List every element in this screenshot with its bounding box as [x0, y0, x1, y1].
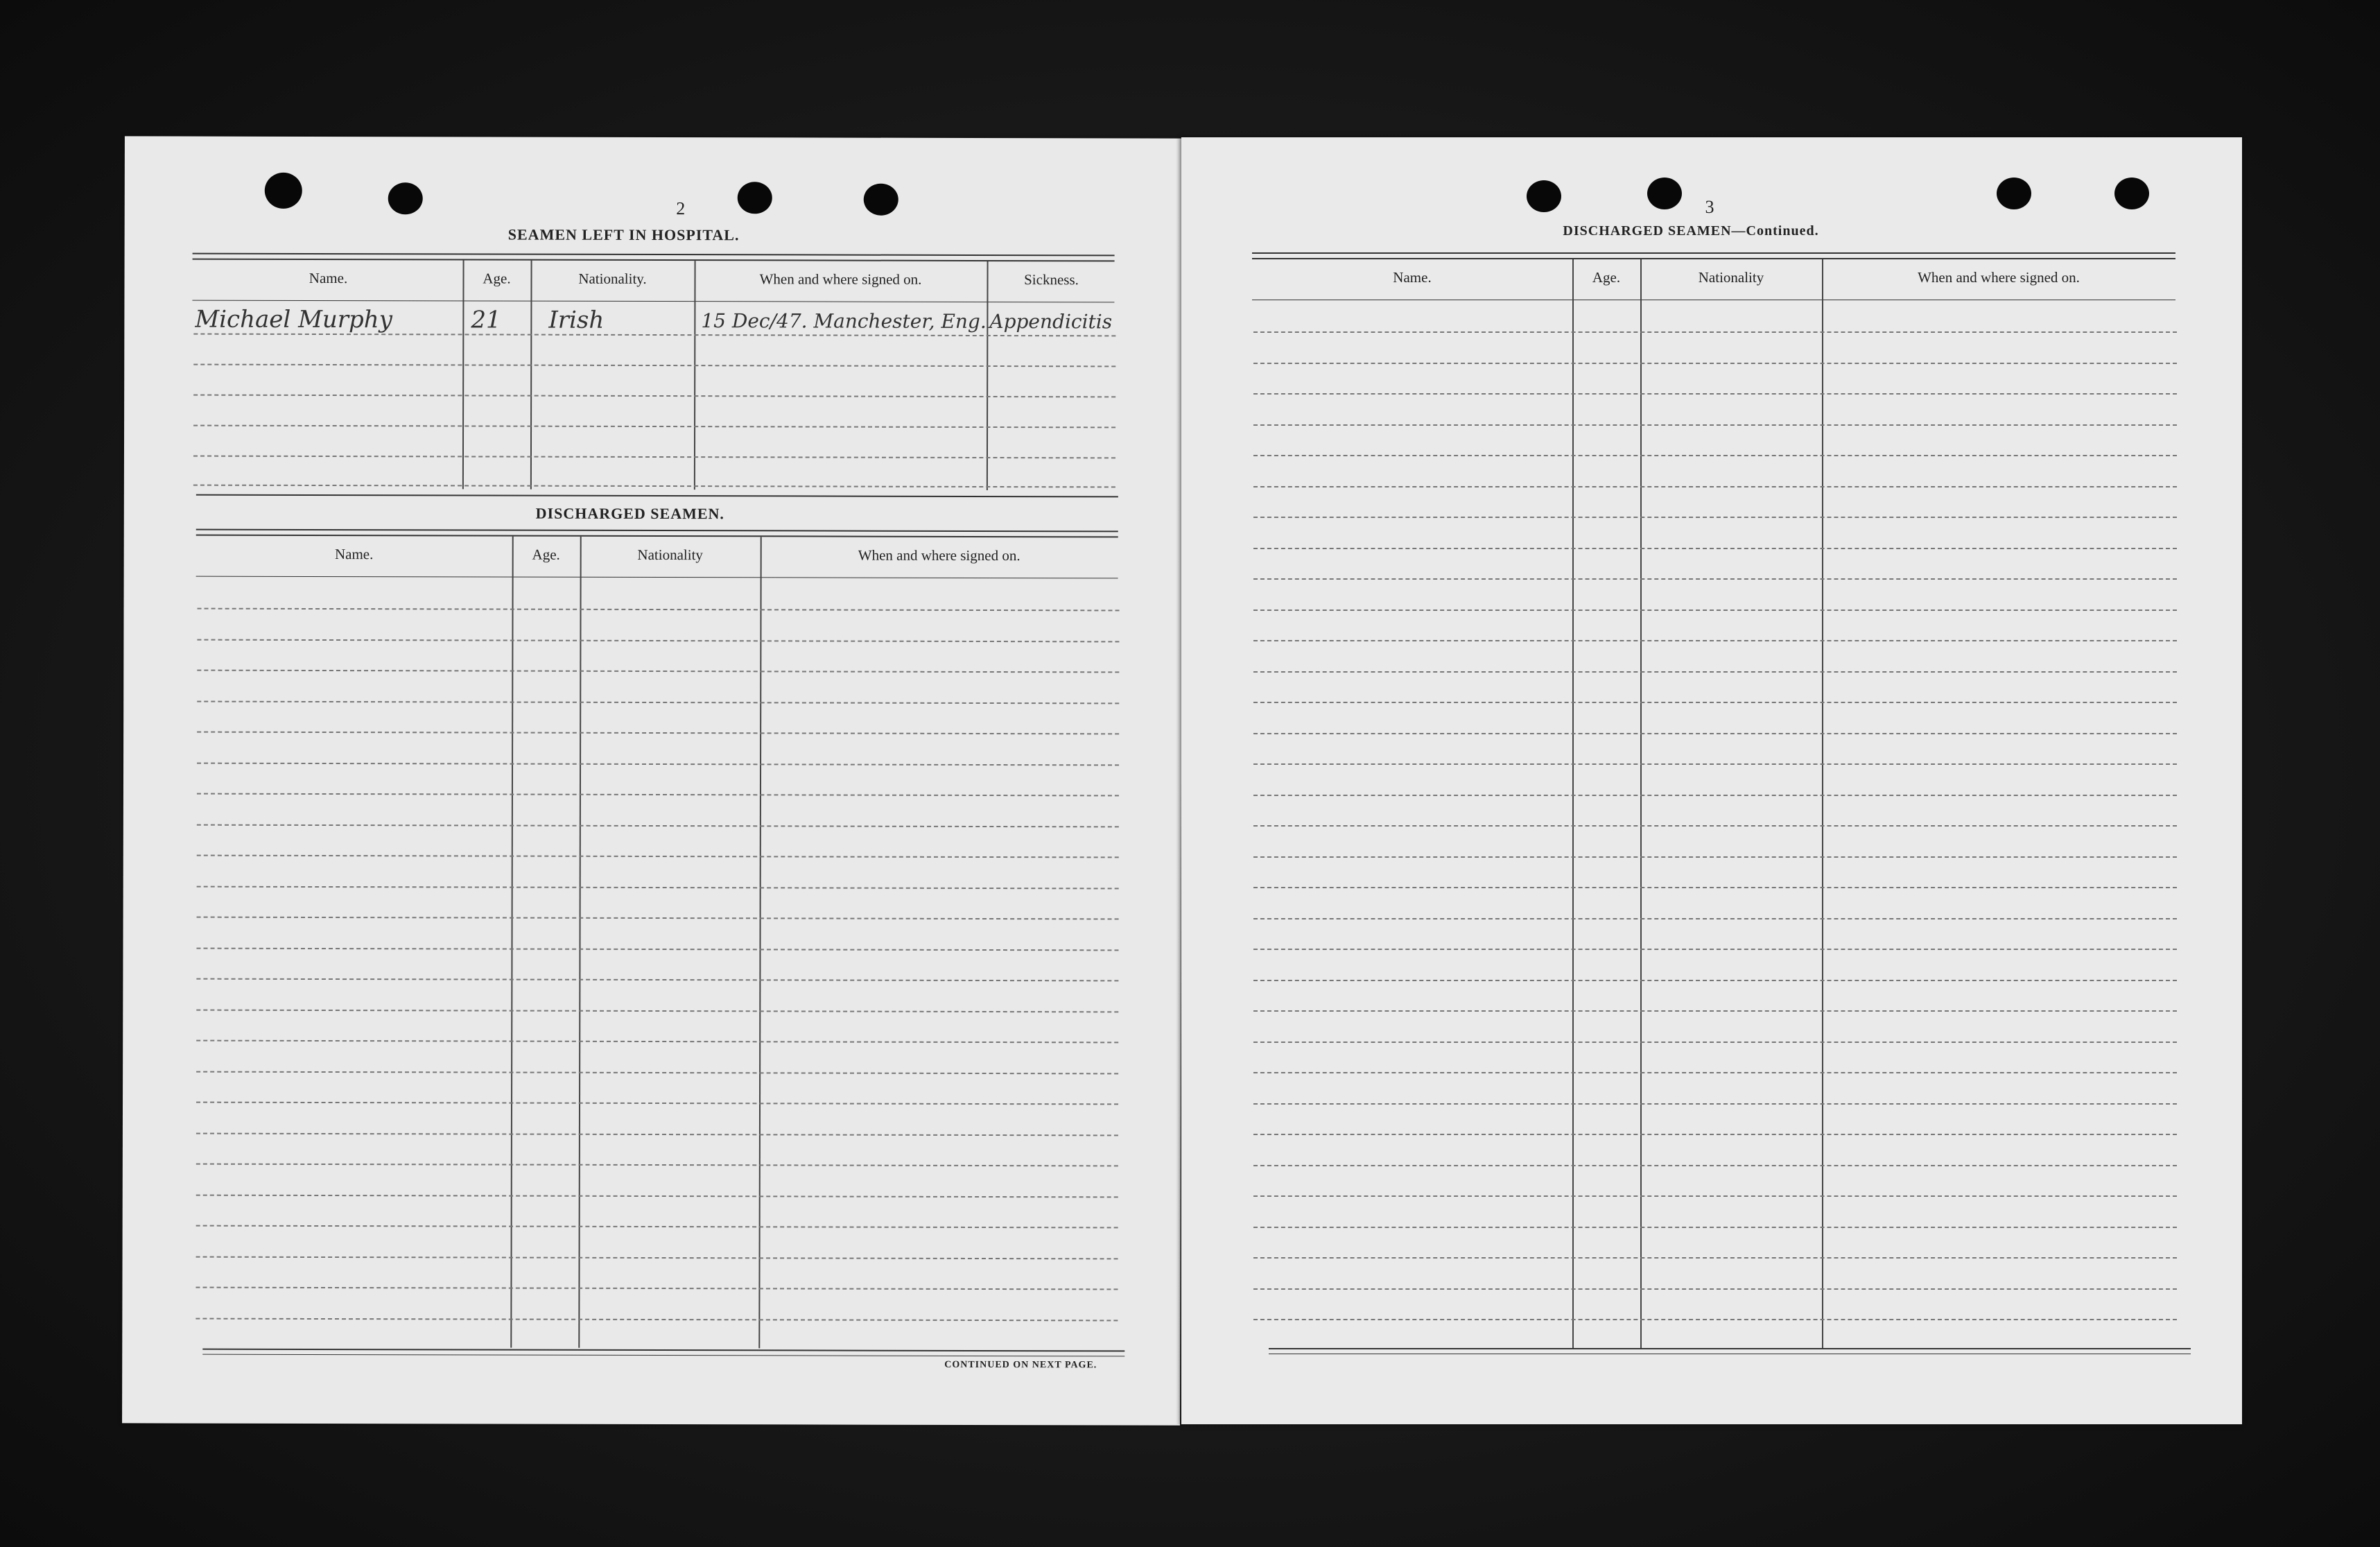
ruled-line — [197, 670, 1119, 673]
ruled-line — [197, 917, 1119, 920]
punch-hole — [265, 173, 302, 209]
ruled-line — [1253, 949, 2177, 950]
ruled-line — [197, 855, 1119, 858]
ruled-line — [1253, 1319, 2177, 1320]
ruled-line — [196, 947, 1118, 951]
punch-hole — [388, 182, 423, 214]
hospital-col-sickness: Sickness. — [1024, 271, 1079, 288]
discharged-top-rule — [196, 494, 1118, 498]
hospital-col-age: Age. — [483, 270, 511, 287]
ruled-line — [1253, 825, 2177, 827]
ruled-line — [1253, 1288, 2177, 1290]
ruled-line — [1253, 1257, 2177, 1259]
continued-col-signed-on: When and where signed on. — [1918, 269, 2080, 286]
ruled-line — [1253, 578, 2177, 580]
continued-top-rule — [1252, 252, 2175, 254]
ruled-line — [1253, 733, 2177, 734]
hospital-entry-name: Michael Murphy — [195, 305, 392, 334]
ruled-line — [1253, 517, 2177, 518]
ruled-line — [196, 1009, 1118, 1012]
ruled-line — [1253, 795, 2177, 796]
hospital-top-rule — [193, 253, 1115, 257]
ruled-line — [1253, 980, 2177, 981]
ruled-line — [197, 885, 1119, 889]
ruled-line — [196, 1194, 1118, 1198]
hospital-col-divider — [694, 261, 696, 490]
hospital-entry-sickness: Appendicitis — [989, 310, 1113, 334]
hospital-entry-age: 21 — [471, 306, 501, 334]
ruled-line — [1253, 610, 2177, 611]
ruled-line — [197, 824, 1119, 827]
punch-hole — [1527, 180, 1561, 212]
ruled-line — [1253, 331, 2177, 333]
continued-col-divider — [1822, 259, 1823, 1348]
ruled-line — [1253, 1103, 2177, 1105]
ruled-line — [1253, 887, 2177, 888]
ruled-line — [1253, 455, 2177, 456]
ruled-line — [196, 1164, 1118, 1167]
ruled-line — [1253, 548, 2177, 549]
ruled-line — [1253, 671, 2177, 673]
continued-col-nationality: Nationality — [1698, 269, 1764, 286]
discharged-header-rule — [196, 576, 1118, 579]
hospital-section-title: SEAMEN LEFT IN HOSPITAL. — [507, 225, 740, 244]
hospital-entry-nationality: Irish — [548, 306, 605, 334]
hospital-header-rule — [192, 300, 1114, 303]
ruled-line — [196, 1040, 1118, 1044]
ruled-line — [196, 1225, 1118, 1229]
hospital-col-signed-on: When and where signed on. — [759, 270, 922, 288]
ruled-line — [196, 1102, 1118, 1105]
ruled-line — [197, 762, 1119, 766]
continued-col-divider — [1640, 259, 1642, 1348]
continued-top-rule-2 — [1252, 258, 2175, 259]
discharged-section-title: DISCHARGED SEAMEN. — [535, 504, 724, 523]
page-number: 2 — [676, 198, 686, 219]
punch-hole — [864, 184, 898, 216]
right-page — [1181, 137, 2242, 1424]
ruled-line — [1253, 856, 2177, 858]
continued-note: CONTINUED ON NEXT PAGE. — [944, 1359, 1097, 1371]
ruled-line — [197, 639, 1119, 642]
ruled-line — [196, 1287, 1118, 1290]
discharged-bottom-rule — [202, 1349, 1124, 1352]
ruled-line — [198, 608, 1120, 612]
ruled-line — [1253, 1010, 2177, 1012]
hospital-col-divider — [530, 261, 532, 490]
discharged-col-age: Age. — [532, 546, 560, 563]
ruled-line — [1253, 363, 2177, 364]
ruled-line — [1253, 702, 2177, 703]
ruled-line — [197, 732, 1119, 735]
ruled-line — [197, 793, 1119, 797]
ruled-line — [1253, 763, 2177, 765]
hospital-col-nationality: Nationality. — [578, 270, 647, 287]
discharged-header-top-2 — [196, 535, 1118, 538]
punch-hole — [1647, 178, 1682, 209]
continued-bottom-rule — [1269, 1348, 2191, 1349]
ruled-line — [1253, 1227, 2177, 1228]
hospital-col-name: Name. — [309, 269, 348, 287]
ruled-line — [1253, 1165, 2177, 1166]
ruled-line — [1253, 918, 2177, 919]
ruled-line — [196, 978, 1118, 982]
discharged-col-signed-on: When and where signed on. — [858, 546, 1020, 564]
punch-hole — [2114, 178, 2149, 209]
ruled-line — [1253, 424, 2177, 426]
ruled-line — [196, 1256, 1118, 1259]
discharged-continued-title: DISCHARGED SEAMEN—Continued. — [1563, 223, 1819, 239]
continued-col-divider — [1572, 259, 1574, 1348]
left-page — [122, 136, 1183, 1425]
ruled-line — [1253, 1195, 2177, 1197]
ruled-line — [1253, 1042, 2177, 1043]
continued-col-age: Age. — [1592, 269, 1621, 286]
ruled-line — [196, 1132, 1118, 1136]
hospital-col-divider — [462, 260, 464, 489]
discharged-header-top — [196, 529, 1118, 533]
ruled-line — [1253, 393, 2177, 395]
discharged-bottom-rule-2 — [202, 1354, 1124, 1357]
hospital-col-divider — [987, 261, 989, 490]
page-number: 3 — [1705, 197, 1714, 217]
ruled-line — [196, 1071, 1118, 1074]
ruled-line — [1253, 486, 2177, 487]
punch-hole — [1997, 178, 2031, 209]
discharged-col-name: Name. — [334, 546, 374, 563]
discharged-col-nationality: Nationality — [637, 546, 703, 564]
ruled-line — [1253, 640, 2177, 641]
hospital-entry-signed-on: 15 Dec/47. Manchester, Eng. — [701, 309, 987, 334]
ruled-line — [1253, 1134, 2177, 1135]
continued-col-name: Name. — [1393, 269, 1432, 286]
hospital-top-rule-2 — [193, 259, 1115, 262]
ruled-line — [197, 700, 1119, 704]
punch-hole — [738, 182, 772, 214]
ruled-line — [196, 1317, 1118, 1321]
ruled-line — [1253, 1072, 2177, 1073]
